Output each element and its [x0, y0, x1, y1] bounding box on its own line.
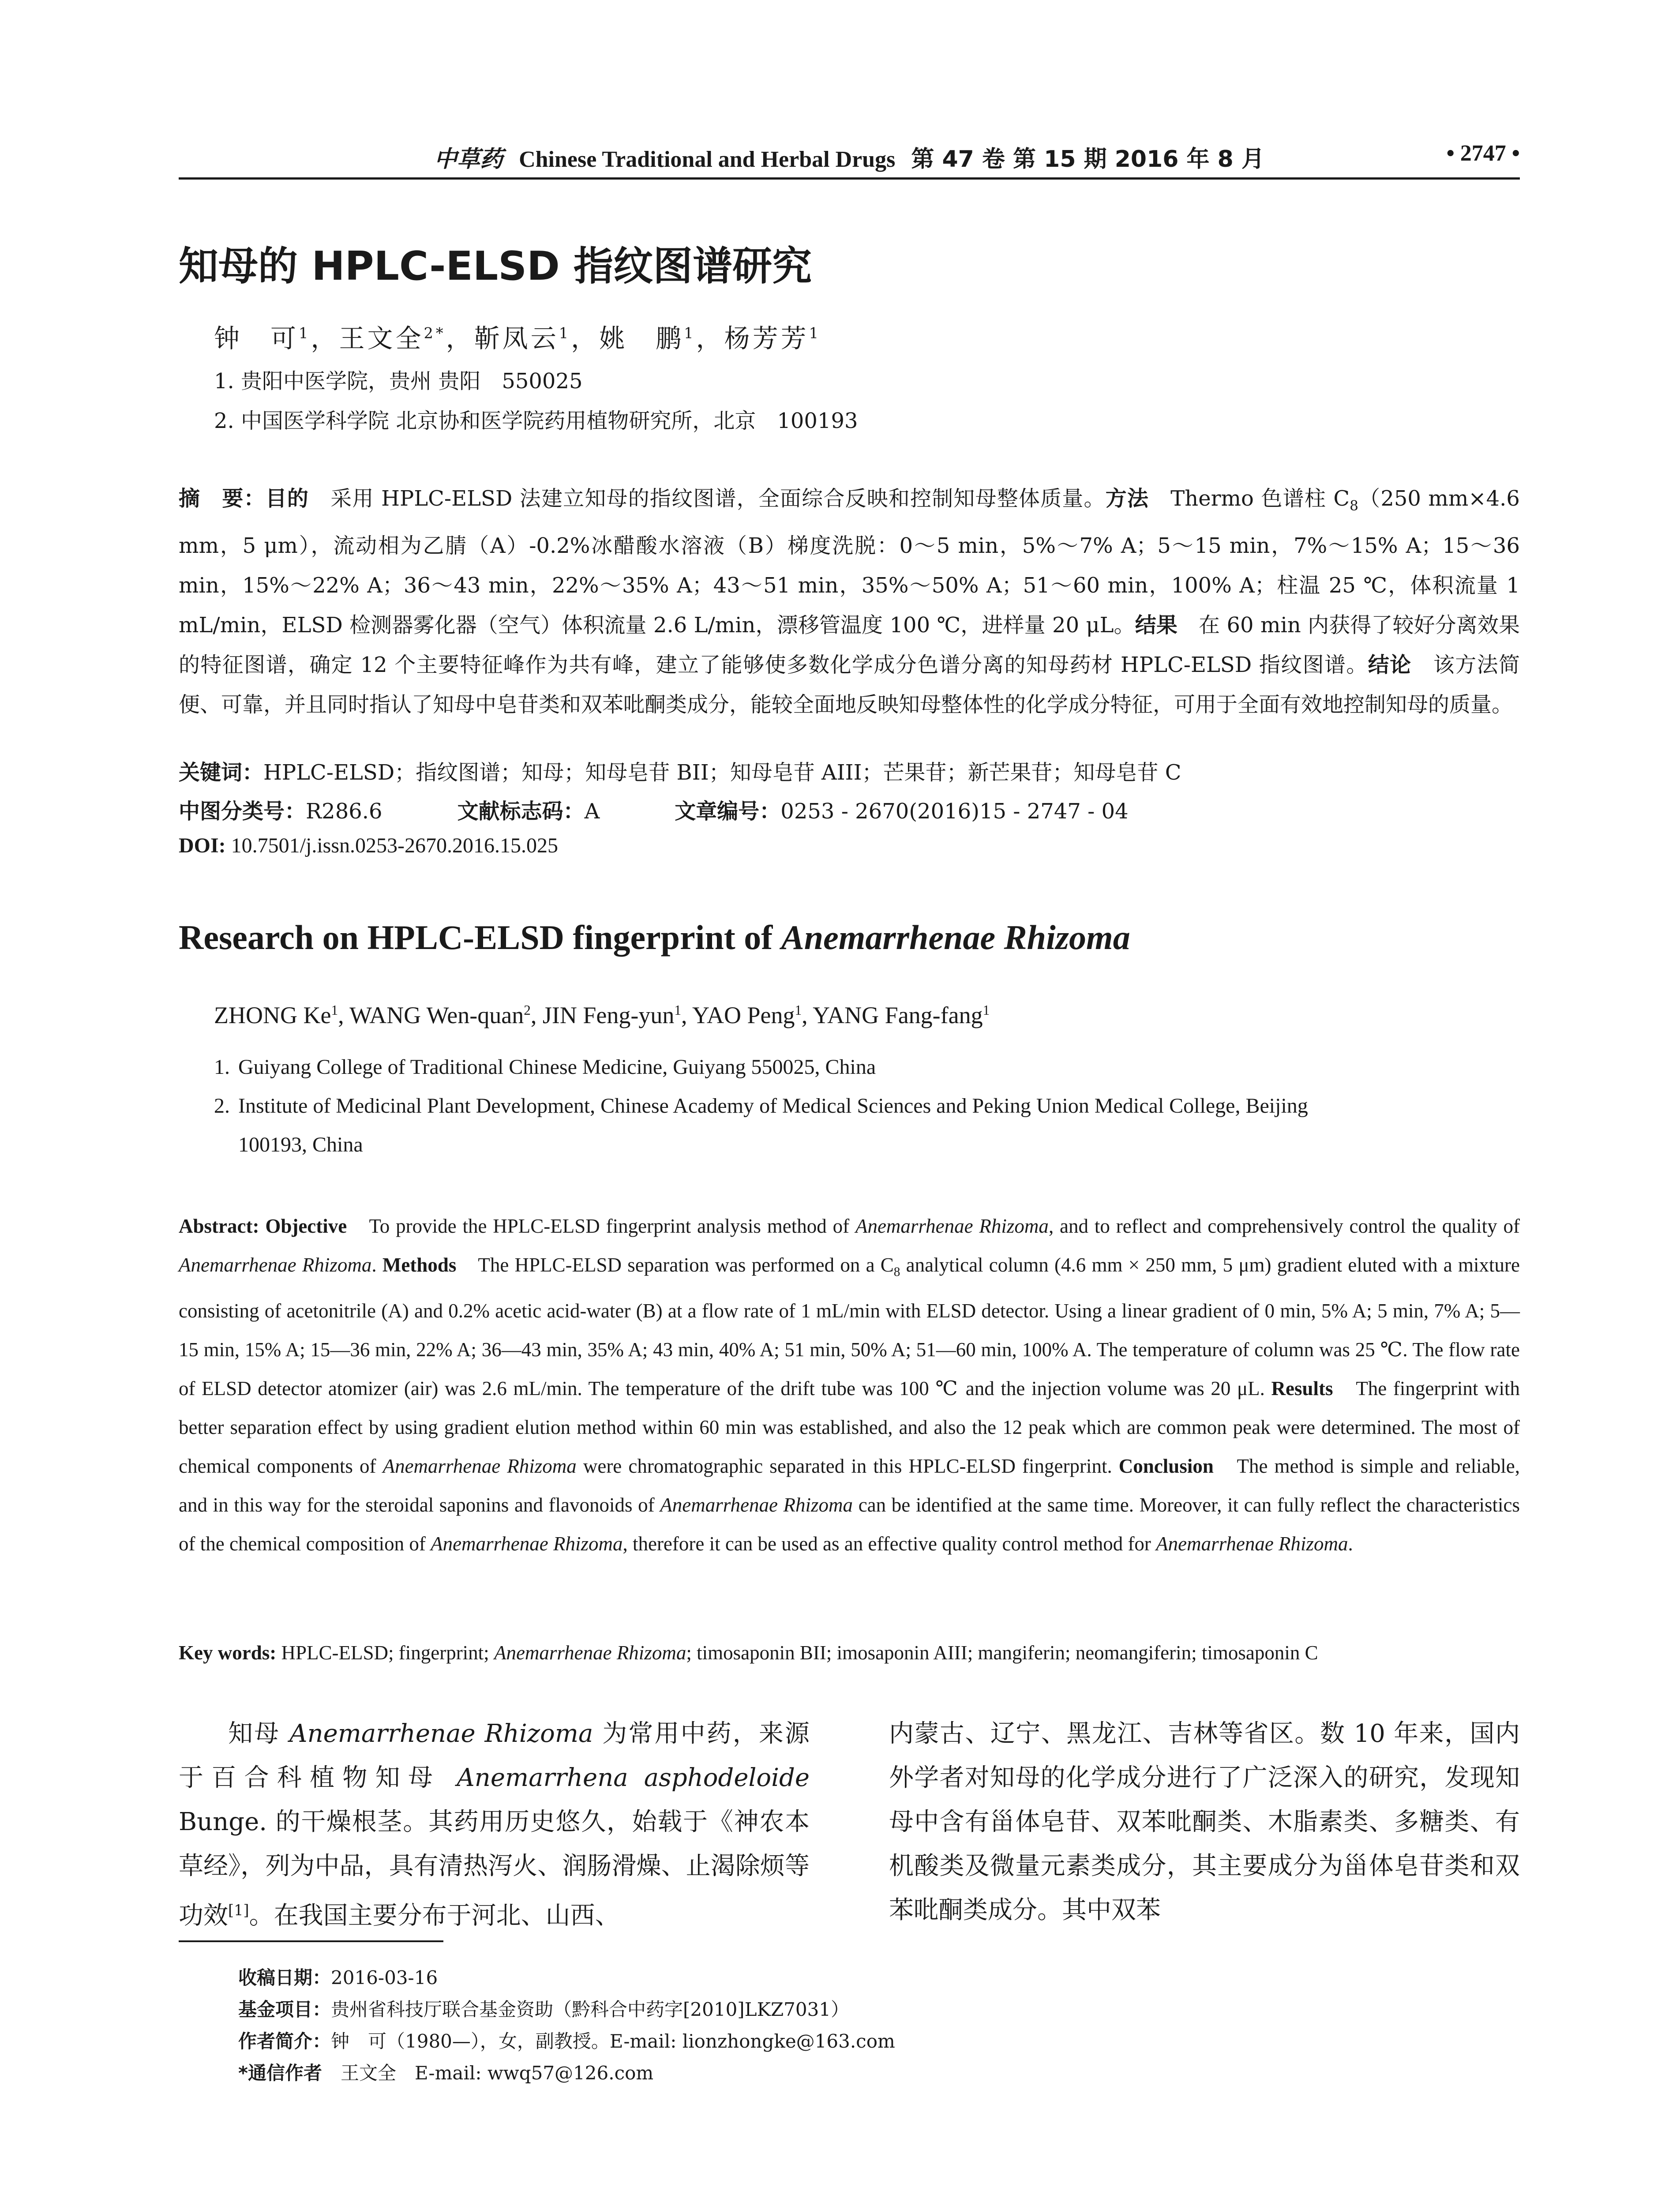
body-column-left	[179, 1712, 810, 1938]
doc-label: 文献标志码：	[457, 799, 585, 824]
cn-author: 姚 鹏	[599, 323, 684, 353]
en-author-sep: ,	[802, 1002, 813, 1028]
body-ref: [1]	[228, 1902, 249, 1919]
journal-line	[179, 140, 1520, 173]
footnote-text: 王文全 E-mail: wwq57@126.com	[322, 2062, 654, 2084]
article-value: 0253 - 2670(2016)15 - 2747 - 04	[780, 799, 1129, 824]
en-author-sup: 1	[674, 1002, 681, 1018]
en-results-label: Results	[1271, 1377, 1333, 1399]
cn-abstract-label: 摘 要：	[179, 486, 266, 511]
cn-author-sep: ，	[446, 323, 474, 353]
en-author: ZHONG Ke	[214, 1002, 331, 1028]
body-left-b: 为常用中药，来源于百合科植物知母	[179, 1719, 810, 1792]
en-aff-num: 1.	[214, 1055, 230, 1079]
en-obj-c: .	[371, 1254, 377, 1276]
en-keywords	[179, 1641, 1520, 1664]
en-aff-text: Guiyang College of Traditional Chinese Medicine, Guiyang 550025, China	[238, 1055, 876, 1079]
doi-label: DOI:	[179, 834, 226, 857]
footnote-received	[238, 1963, 438, 1990]
footnote-fund	[238, 1995, 849, 2022]
cn-objective: 采用 HPLC-ELSD 法建立知母的指纹图谱，全面综合反映和控制知母整体质量。	[309, 486, 1106, 511]
en-author: YAO Peng	[692, 1002, 795, 1028]
en-affiliation-1	[214, 1048, 1520, 1087]
en-author-sep: ,	[530, 1002, 543, 1028]
cn-authors	[214, 318, 821, 355]
footnote-text: 钟 可（1980—），女，副教授。E-mail: lionzhongke@163.com	[331, 2030, 895, 2052]
en-title-herb: Anemarrhenae Rhizoma	[781, 918, 1130, 957]
cn-keywords-label: 关键词：	[179, 760, 264, 785]
cn-conclusion: 该方法简便、可靠，并且同时指认了知母中皂苷类和双苯吡酮类成分，能较全面地反映知母整体性的化学成分特征，可用于全面有效地控制知母的质量。	[179, 652, 1520, 717]
en-aff-text: Institute of Medicinal Plant Development, Chinese Academy of Medical Sciences and Peking Union Medical College, Beijing	[238, 1094, 1308, 1118]
en-kw-label: Key words:	[179, 1642, 277, 1664]
cn-author-sep: ，	[311, 323, 339, 353]
cn-author: 靳凤云	[474, 323, 559, 353]
en-author-sup: 1	[982, 1002, 990, 1018]
footnote-text: 2016-03-16	[331, 1967, 438, 1988]
en-meth-sub: 8	[893, 1265, 900, 1279]
cn-affiliation-1: 1. 贵阳中医学院，贵州 贵阳 550025	[214, 369, 583, 394]
en-con-c: , therefore it can be used as an effective quality control method for	[622, 1533, 1156, 1555]
body-species: Anemarrhena asphodeloide	[457, 1763, 810, 1792]
en-affiliation-2	[214, 1087, 1520, 1164]
en-author-sep: ,	[681, 1002, 692, 1028]
cn-author: 钟 可	[214, 323, 299, 353]
en-herb: Anemarrhenae Rhizoma	[179, 1254, 372, 1276]
en-herb: Anemarrhenae Rhizoma	[660, 1494, 853, 1516]
clc-label: 中图分类号：	[179, 799, 306, 824]
body-left-d: 。在我国主要分布于河北、山西、	[249, 1901, 620, 1930]
cn-methods-label: 方法	[1105, 486, 1149, 511]
cn-objective-label: 目的	[265, 486, 309, 511]
footnote-text: 贵州省科技厅联合基金资助（黔科合中药字[2010]LKZ7031）	[331, 1999, 850, 2020]
body-column-right: 内蒙古、辽宁、黑龙江、吉林等省区。数 10 年来，国内外学者对知母的化学成分进行了广泛深入的研究，发现知母中含有甾体皂苷、双苯吡酮类、木脂素类、多糖类、有机酸类及微量元素类成分，其主要成分为甾体皂苷类和双苯吡酮类成分。其中双苯	[889, 1719, 1520, 1925]
footnote-author	[238, 2027, 895, 2053]
body-left-a: 知母	[228, 1719, 290, 1748]
cn-keywords-text: HPLC-ELSD；指纹图谱；知母；知母皂苷 BII；知母皂苷 AIII；芒果苷；新芒果苷；知母皂苷 C	[263, 760, 1181, 785]
en-author-sup: 2	[524, 1002, 531, 1018]
running-header	[179, 140, 1520, 176]
journal-cn: 中草药	[434, 146, 503, 173]
cn-title: 知母的 HPLC-ELSD 指纹图谱研究	[179, 243, 812, 289]
doi-value: 10.7501/j.issn.0253-2670.2016.15.025	[225, 834, 559, 857]
en-herb: Anemarrhenae Rhizoma	[431, 1533, 623, 1555]
en-aff-text-cont: 100193, China	[238, 1133, 363, 1156]
en-res-a: The fingerprint with better separation effect by using gradient elution method within 60 min was established, and also the 12 peak which are common peak were determined. The most of chemical components of	[179, 1377, 1520, 1477]
journal-en: Chinese Traditional and Herbal Drugs	[519, 147, 896, 172]
doc-value: A	[584, 799, 600, 824]
en-kw-b: ; timosaponin BII; imosaponin AIII; mangiferin; neomangiferin; timosaponin C	[686, 1642, 1318, 1664]
en-aff-num: 2.	[214, 1094, 230, 1118]
journal-issue: 第 47 卷 第 15 期 2016 年 8 月	[911, 146, 1264, 173]
en-author-sup: 1	[795, 1002, 802, 1018]
cn-keywords	[179, 755, 1181, 786]
en-methods-label: Methods	[382, 1254, 457, 1276]
footnote-label: 收稿日期：	[238, 1967, 331, 1988]
cn-author-sup: 1	[559, 324, 571, 342]
en-author-sup: 1	[331, 1002, 338, 1018]
en-herb: Anemarrhenae Rhizoma	[1156, 1533, 1348, 1555]
en-author: WANG Wen-quan	[349, 1002, 524, 1028]
body-left-c: Bunge. 的干燥根茎。其药用历史悠久，始载于《神农本草经》，列为中品，具有清热泻火、润肠滑燥、止渴除烦等功效	[179, 1808, 810, 1930]
en-res-b: were chromatographic separated in this HPLC-ELSD fingerprint.	[576, 1455, 1119, 1477]
cn-methods-sub: 8	[1350, 498, 1358, 514]
footnote-corresponding	[238, 2059, 653, 2085]
footnote-label: *通信作者	[238, 2062, 322, 2084]
en-meth-a: The HPLC-ELSD separation was performed on a C	[456, 1254, 894, 1276]
footnote-label: 基金项目：	[238, 1999, 331, 2020]
cn-author: 杨芳芳	[724, 323, 809, 353]
en-kw-a: HPLC-ELSD; fingerprint;	[276, 1642, 494, 1664]
en-title-text: Research on HPLC-ELSD fingerprint of	[179, 918, 781, 957]
en-abstract	[179, 1207, 1520, 1563]
cn-conclusion-label: 结论	[1368, 652, 1412, 677]
cn-author-sep: ，	[696, 323, 724, 353]
footnote-rule	[179, 1940, 443, 1942]
cn-author-sup: 1	[684, 324, 696, 342]
page-number: • 2747 •	[1446, 141, 1520, 166]
cn-affiliation-2: 2. 中国医学科学院 北京协和医学院药用植物研究所，北京 100193	[214, 409, 858, 433]
en-herb: Anemarrhenae Rhizoma	[494, 1642, 686, 1664]
cn-author-sep: ，	[571, 323, 600, 353]
en-author: YANG Fang-fang	[813, 1002, 983, 1028]
en-title	[179, 918, 1130, 957]
cn-author-sup: 1	[809, 324, 821, 342]
en-author: JIN Feng-yun	[542, 1002, 675, 1028]
en-conclusion-label: Conclusion	[1118, 1455, 1214, 1477]
en-abstract-label: Abstract:	[179, 1215, 259, 1237]
article-label: 文章编号：	[675, 799, 781, 824]
en-herb: Anemarrhenae Rhizoma	[855, 1215, 1049, 1237]
cn-classification	[179, 794, 1129, 825]
en-con-d: .	[1348, 1533, 1353, 1555]
clc-value: R286.6	[306, 799, 382, 824]
cn-abstract	[179, 479, 1520, 724]
en-author-sep: ,	[338, 1002, 350, 1028]
header-rule	[179, 177, 1520, 180]
cn-author-sup: 1	[299, 324, 311, 342]
cn-methods: （250 mm×4.6 mm，5 μm），流动相为乙腈（A）-0.2%冰醋酸水溶液（B）梯度洗脱：0～5 min，5%～7% A；5～15 min，7%～15% A；15～36 min，15%～22% A；36～43 min，22%～35% A；43～51 min，35%～50% A；51～60 min，100% A；柱温 25 ℃，体积流量 1 mL/min，ELSD 检测器雾化器（空气）体积流量 2.6 L/min，漂移管温度 100 ℃，进样量 20 μL。	[179, 486, 1520, 638]
doi-line	[179, 833, 558, 858]
cn-results: 在 60 min 内获得了较好分离效果的特征图谱，确定 12 个主要特征峰作为共有峰，建立了能够使多数化学成分色谱分离的知母药材 HPLC-ELSD 指纹图谱。	[179, 612, 1520, 677]
cn-author: 王文全	[339, 323, 424, 353]
en-herb: Anemarrhenae Rhizoma	[382, 1455, 577, 1477]
cn-methods-pre: Thermo 色谱柱 C	[1149, 486, 1350, 511]
cn-author-sup: 2*	[424, 324, 446, 342]
en-objective-label: Objective	[265, 1215, 347, 1237]
cn-results-label: 结果	[1135, 612, 1178, 638]
en-obj-b: , and to reflect and comprehensively control the quality of	[1048, 1215, 1520, 1237]
en-obj-a: To provide the HPLC-ELSD fingerprint analysis method of	[347, 1215, 855, 1237]
body-herb: Anemarrhenae Rhizoma	[289, 1719, 593, 1748]
footnote-label: 作者简介：	[238, 2030, 331, 2052]
en-authors	[214, 1002, 990, 1029]
en-con-b: can be identified at the same time. Moreover, it can fully reflect the characteristics of the chemical composition of	[179, 1494, 1520, 1555]
en-con-a: The method is simple and reliable, and in this way for the steroidal saponins and flavonoids of	[179, 1455, 1520, 1516]
en-meth-b: analytical column (4.6 mm × 250 mm, 5 μm) gradient eluted with a mixture consisting of acetonitrile (A) and 0.2% acetic acid-water (B) at a flow rate of 1 mL/min with ELSD detector. Using a linear gradient of 0 min, 5% A; 5 min, 7% A; 5—15 min, 15% A; 15—36 min, 22% A; 36—43 min, 35% A; 43 min, 40% A; 51 min, 50% A; 51—60 min, 100% A. The temperature of column was 25 ℃. The flow rate of ELSD detector atomizer (air) was 2.6 mL/min. The temperature of the drift tube was 100 ℃ and the injection volume was 20 μL.	[179, 1254, 1520, 1399]
